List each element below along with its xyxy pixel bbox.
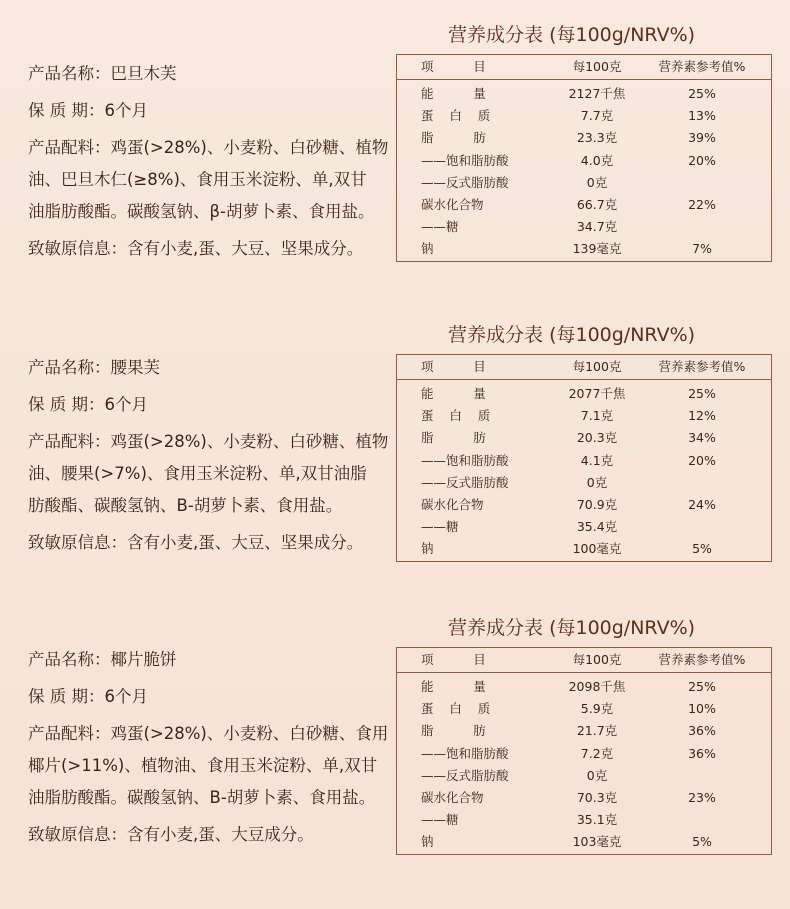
ingredients-line: 油脂肪酸酯。碳酸氢钠、B-胡萝卜素、食用盐。 (28, 788, 376, 807)
nutrient-amount: 35.4克 (576, 519, 618, 535)
table-row (397, 831, 771, 853)
header-per100g: 每100克 (572, 359, 622, 374)
nutrient-amount: 7.2克 (580, 745, 614, 761)
nutrient-amount: 0克 (586, 174, 608, 190)
nutrient-amount: 20.3克 (576, 430, 618, 446)
nutrient-name: 蛋 白 质 (421, 701, 491, 717)
nutrient-amount: 34.7克 (576, 219, 618, 235)
nutrient-name: ——反式脂肪酸 (421, 474, 509, 490)
nutrient-amount: 4.1克 (580, 452, 614, 468)
table-row (397, 127, 771, 149)
nutrition-table-title (448, 320, 748, 347)
nutrition-table (396, 647, 772, 855)
header-per100g: 每100克 (572, 59, 622, 74)
table-row (397, 676, 771, 698)
nutrient-nrv: 24% (688, 496, 716, 512)
nutrient-name: ——饱和脂肪酸 (421, 152, 509, 168)
ingredients-line: 肪酸酯、碳酸氢钠、B-胡萝卜素、食用盐。 (28, 496, 343, 515)
table-row (397, 405, 771, 427)
nutrient-name: 蛋 白 质 (421, 108, 491, 124)
nutrient-amount: 70.3克 (576, 789, 618, 805)
nutrient-name: 能 量 (421, 679, 486, 694)
nutrient-name: 碳水化合物 (421, 196, 484, 212)
table-header (397, 355, 771, 380)
table-row (397, 472, 771, 494)
nutrient-name: 碳水化合物 (421, 789, 484, 805)
nutrient-nrv: 34% (688, 430, 716, 446)
nutrient-amount: 2077千焦 (568, 386, 626, 401)
header-nrv: 营养素参考值% (658, 59, 746, 74)
header-nrv: 营养素参考值% (658, 652, 746, 667)
nutrient-name: 脂 肪 (421, 430, 486, 446)
product-name: 产品名称：椰片脆饼 (28, 650, 177, 669)
nutrient-name: ——糖 (421, 219, 459, 235)
shelf-life: 保 质 期：6个月 (28, 687, 148, 706)
nutrient-nrv: 39% (688, 130, 716, 146)
table-row (397, 83, 771, 105)
nutrient-amount: 66.7克 (576, 196, 618, 212)
nutrient-nrv: 36% (688, 745, 716, 761)
nutrient-name: ——反式脂肪酸 (421, 767, 509, 783)
nutrient-nrv: 20% (688, 452, 716, 468)
ingredients-line: 油、腰果(>7%)、食用玉米淀粉、单,双甘油脂 (28, 464, 367, 483)
nutrient-nrv: 10% (688, 701, 716, 717)
product-info (28, 352, 388, 559)
table-row (397, 238, 771, 260)
nutrient-name: ——糖 (421, 519, 459, 535)
nutrient-nrv: 13% (688, 108, 716, 124)
table-row (397, 538, 771, 560)
nutrient-name: 脂 肪 (421, 130, 486, 146)
table-title-text: 营养成分表 (448, 617, 544, 639)
table-title-unit: (每100g/NRV%) (549, 24, 696, 46)
table-row (397, 765, 771, 787)
nutrient-nrv: 25% (688, 386, 716, 401)
nutrient-amount: 2127千焦 (568, 86, 626, 101)
nutrient-amount: 5.9克 (580, 701, 614, 717)
table-title-text: 营养成分表 (448, 24, 544, 46)
table-title-unit: (每100g/NRV%) (549, 324, 696, 346)
nutrient-nrv: 20% (688, 152, 716, 168)
table-title-unit: (每100g/NRV%) (549, 617, 696, 639)
table-row (397, 698, 771, 720)
nutrition-table-title (448, 20, 748, 47)
table-row (397, 720, 771, 742)
ingredients-line: 油、巴旦木仁(≥8%)、食用玉米淀粉、单,双甘 (28, 170, 367, 189)
nutrient-name: 钠 (421, 241, 434, 257)
nutrient-name: 能 量 (421, 86, 486, 101)
table-title-text: 营养成分表 (448, 324, 544, 346)
nutrient-name: 能 量 (421, 386, 486, 401)
header-item: 项 目 (421, 652, 486, 667)
product-info (28, 644, 388, 851)
table-header (397, 55, 771, 80)
nutrient-nrv: 36% (688, 723, 716, 739)
nutrient-amount: 23.3克 (576, 130, 618, 146)
table-row (397, 494, 771, 516)
allergen-info: 致敏原信息：含有小麦,蛋、大豆、坚果成分。 (28, 533, 364, 552)
table-header (397, 648, 771, 673)
ingredients-line: 产品配料：鸡蛋(>28%)、小麦粉、白砂糖、植物 (28, 432, 389, 451)
allergen-info: 致敏原信息：含有小麦,蛋、大豆成分。 (28, 825, 314, 844)
nutrient-name: ——饱和脂肪酸 (421, 452, 509, 468)
table-row (397, 427, 771, 449)
nutrient-name: ——反式脂肪酸 (421, 174, 509, 190)
nutrient-nrv: 5% (692, 541, 712, 557)
header-item: 项 目 (421, 359, 486, 374)
nutrient-name: 脂 肪 (421, 723, 486, 739)
nutrient-amount: 4.0克 (580, 152, 614, 168)
nutrient-nrv: 7% (692, 241, 712, 257)
nutrient-amount: 7.7克 (580, 108, 614, 124)
nutrient-amount: 2098千焦 (568, 679, 626, 694)
nutrient-name: 钠 (421, 541, 434, 557)
nutrient-amount: 139毫克 (572, 241, 622, 257)
table-row (397, 743, 771, 765)
nutrient-amount: 0克 (586, 474, 608, 490)
nutrition-table (396, 54, 772, 262)
product-name: 产品名称：巴旦木芙 (28, 64, 177, 83)
table-row (397, 450, 771, 472)
nutrient-nrv: 12% (688, 408, 716, 424)
table-row (397, 809, 771, 831)
nutrient-amount: 0克 (586, 767, 608, 783)
table-row (397, 787, 771, 809)
nutrient-name: 碳水化合物 (421, 496, 484, 512)
header-per100g: 每100克 (572, 652, 622, 667)
shelf-life: 保 质 期：6个月 (28, 395, 148, 414)
ingredients-line: 产品配料：鸡蛋(>28%)、小麦粉、白砂糖、植物 (28, 138, 389, 157)
nutrient-name: ——糖 (421, 812, 459, 828)
ingredients-line: 椰片(>11%)、植物油、食用玉米淀粉、单,双甘 (28, 756, 378, 775)
product-name: 产品名称：腰果芙 (28, 358, 160, 377)
product-info (28, 58, 388, 265)
table-row (397, 383, 771, 405)
table-row (397, 150, 771, 172)
table-row (397, 216, 771, 238)
nutrient-nrv: 25% (688, 86, 716, 101)
nutrient-name: ——饱和脂肪酸 (421, 745, 509, 761)
allergen-info: 致敏原信息：含有小麦,蛋、大豆、坚果成分。 (28, 239, 364, 258)
nutrient-name: 钠 (421, 834, 434, 850)
nutrient-amount: 103毫克 (572, 834, 622, 850)
nutrient-name: 蛋 白 质 (421, 408, 491, 424)
table-row (397, 194, 771, 216)
table-row (397, 172, 771, 194)
nutrient-amount: 35.1克 (576, 812, 618, 828)
nutrient-nrv: 25% (688, 679, 716, 694)
nutrient-nrv: 5% (692, 834, 712, 850)
ingredients-line: 产品配料：鸡蛋(>28%)、小麦粉、白砂糖、食用 (28, 724, 389, 743)
shelf-life: 保 质 期：6个月 (28, 101, 148, 120)
nutrient-amount: 70.9克 (576, 496, 618, 512)
header-nrv: 营养素参考值% (658, 359, 746, 374)
header-item: 项 目 (421, 59, 486, 74)
nutrient-amount: 100毫克 (572, 541, 622, 557)
nutrient-amount: 7.1克 (580, 408, 614, 424)
nutrient-nrv: 22% (688, 196, 716, 212)
ingredients-line: 油脂肪酸酯。碳酸氢钠、β-胡萝卜素、食用盐。 (28, 202, 375, 221)
nutrient-nrv: 23% (688, 789, 716, 805)
nutrition-table-title (448, 613, 748, 640)
nutrient-amount: 21.7克 (576, 723, 618, 739)
nutrition-table (396, 354, 772, 562)
table-row (397, 105, 771, 127)
table-row (397, 516, 771, 538)
